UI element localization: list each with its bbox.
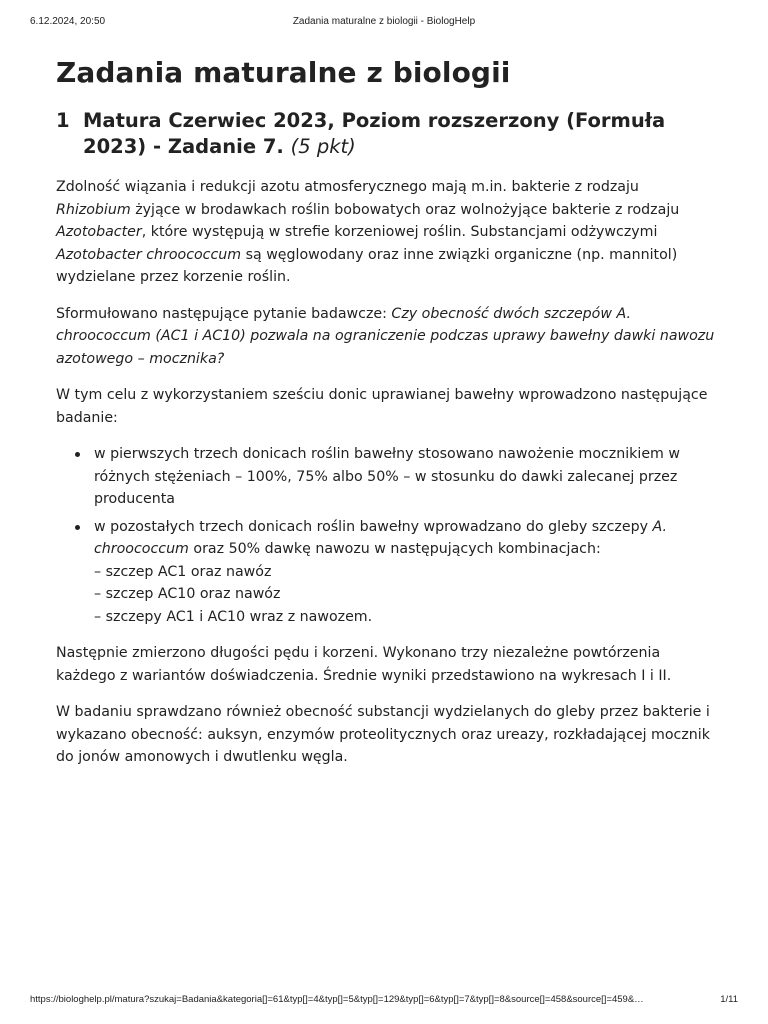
italic-run: Azotobacter chroococcum: [56, 246, 242, 263]
method-paragraph: W tym celu z wykorzystaniem sześciu donic uprawianej bawełny wprowadzono następujące badanie:: [56, 387, 708, 426]
research-question-paragraph: [56, 303, 716, 371]
task-title-wrapper: [83, 108, 716, 160]
italic-run: Rhizobium: [56, 201, 131, 218]
task-heading: [56, 108, 716, 160]
text-run: oraz 50% dawkę nawozu w następujących kombinacjach:: [188, 541, 601, 557]
list-item: [94, 516, 716, 629]
source-url: https://biologhelp.pl/matura?szukaj=Badania&kategoria[]=61&typ[]=4&typ[]=5&typ[]=129&typ[]=6&typ[]=7&typ[]=8&source[]=458&source[]=459&…: [30, 994, 644, 1005]
page-content: [56, 52, 716, 783]
print-date: 6.12.2024, 20:50: [30, 16, 106, 27]
experiment-list: [56, 443, 716, 628]
text-run: są węglowodany oraz inne związki organiczne (np. mannitol) wydzielane przez korzenie roślin.: [56, 246, 678, 285]
list-item: [94, 443, 716, 511]
bullet-icon: [75, 525, 80, 530]
text-run: Zdolność wiązania i redukcji azotu atmosferycznego mają m.in. bakterie z rodzaju: [56, 179, 639, 195]
bullet-icon: [75, 452, 80, 457]
print-document-title: Zadania maturalne z biologii - BiologHelp: [292, 16, 476, 27]
print-footer: [30, 994, 738, 1008]
task-number: 1: [56, 109, 70, 132]
print-header: [30, 16, 738, 30]
list-item-text: w pierwszych trzech donicach roślin bawełny stosowano nawożenie mocznikiem w różnych stężeniach – 100%, 75% albo 50% – w stosunku do dawki zalecanej przez producenta: [94, 446, 680, 507]
text-run: w pozostałych trzech donicach roślin bawełny wprowadzano do gleby szczepy: [94, 518, 653, 535]
combination-line: – szczep AC10 oraz nawóz: [94, 586, 281, 602]
substances-paragraph: W badaniu sprawdzano również obecność substancji wydzielanych do gleby przez bakterie i wykazano obecność: auksyn, enzymów proteolitycznych oraz ureazy, rozkładającej mocznik do jonów amonowych i dwutlenku węgla.: [56, 704, 710, 765]
page-number: 1/11: [720, 994, 738, 1005]
research-question: Czy obecność dwóch szczepów A. chroococcum (AC1 i AC10) pozwala na ograniczenie podczas uprawy bawełny dawki nawozu azotowego – mocznika?: [56, 305, 715, 367]
combination-line: – szczepy AC1 i AC10 wraz z nawozem.: [94, 608, 373, 625]
results-paragraph: Następnie zmierzono długości pędu i korzeni. Wykonano trzy niezależne powtórzenia każdego z wariantów doświadczenia. Średnie wyniki przedstawiono na wykresach I i II.: [56, 645, 672, 684]
text-run: żyjące w brodawkach roślin bobowatych oraz wolnożyjące bakterie z rodzaju: [130, 201, 680, 218]
combination-line: – szczep AC1 oraz nawóz: [94, 563, 272, 580]
text-run: Sformułowano następujące pytanie badawcze:: [56, 305, 392, 322]
italic-run: A. chroococcum: [94, 518, 667, 557]
task-points: (5 pkt): [290, 135, 356, 158]
text-run: , które występują w strefie korzeniowej roślin. Substancjami odżywczymi: [141, 224, 658, 240]
page-title: Zadania maturalne z biologii: [56, 56, 511, 89]
italic-run: Azotobacter: [56, 224, 142, 240]
task-title: Matura Czerwiec 2023, Poziom rozszerzony (Formuła 2023) - Zadanie 7.: [83, 109, 666, 158]
intro-paragraph: [56, 176, 716, 289]
